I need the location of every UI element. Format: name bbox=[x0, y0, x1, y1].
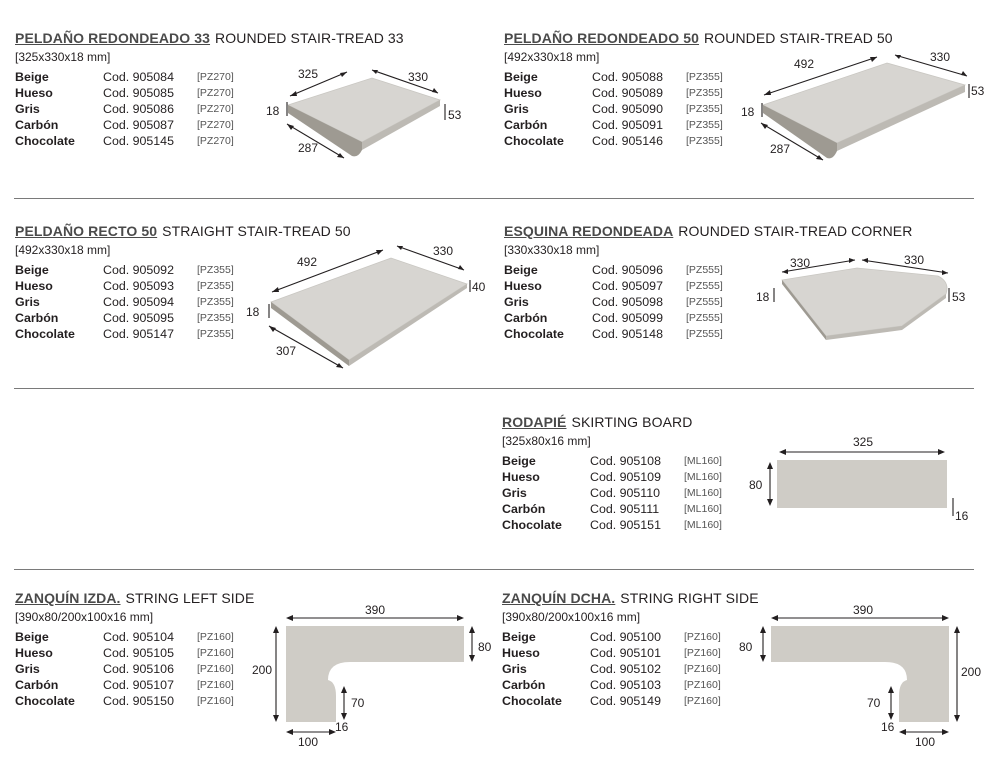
color-name: Chocolate bbox=[504, 327, 564, 341]
code-row bbox=[502, 501, 722, 517]
dimensions: [492x330x18 mm] bbox=[15, 243, 111, 257]
code: Cod. 905089 bbox=[592, 86, 663, 100]
code: Cod. 905084 bbox=[103, 70, 174, 84]
string-left-figure bbox=[250, 600, 500, 750]
code-row bbox=[504, 85, 723, 101]
code: Cod. 905104 bbox=[103, 630, 174, 644]
dim-inner: 70 bbox=[867, 696, 881, 710]
dim-thick: 16 bbox=[881, 720, 895, 734]
code-row bbox=[502, 661, 721, 677]
dim-bottom: 287 bbox=[770, 142, 791, 156]
code: Cod. 905098 bbox=[592, 295, 663, 309]
color-name: Chocolate bbox=[502, 518, 562, 532]
title-en: ROUNDED STAIR-TREAD CORNER bbox=[678, 223, 913, 239]
dim-height: 80 bbox=[749, 478, 763, 492]
rounded-corner-figure bbox=[752, 250, 982, 350]
title-en: STRING RIGHT SIDE bbox=[620, 590, 759, 606]
ref: [PZ270] bbox=[197, 103, 234, 115]
code-row bbox=[15, 69, 234, 85]
dim-left: 80 bbox=[739, 640, 753, 654]
ref: [PZ270] bbox=[197, 119, 234, 131]
code-row bbox=[504, 278, 723, 294]
color-name: Gris bbox=[502, 662, 527, 676]
title-es: ESQUINA REDONDEADA bbox=[504, 223, 674, 239]
dimensions: [390x80/200x100x16 mm] bbox=[502, 610, 641, 624]
code-row bbox=[15, 677, 234, 693]
color-name: Hueso bbox=[15, 646, 53, 660]
code: Cod. 905150 bbox=[103, 694, 174, 708]
code: Cod. 905149 bbox=[590, 694, 661, 708]
color-name: Chocolate bbox=[15, 327, 75, 341]
code: Cod. 905147 bbox=[103, 327, 174, 341]
tile-top-face bbox=[271, 258, 467, 360]
color-name: Gris bbox=[502, 486, 527, 500]
dim-top: 492 bbox=[794, 57, 815, 71]
color-name: Chocolate bbox=[504, 134, 564, 148]
dim-top-left: 330 bbox=[790, 256, 811, 270]
title-es: PELDAÑO REDONDEADO 50 bbox=[504, 30, 700, 46]
code-row bbox=[15, 294, 234, 310]
color-name: Carbón bbox=[502, 502, 546, 516]
dim-right: 53 bbox=[952, 290, 966, 304]
code-row bbox=[504, 326, 723, 342]
product-title bbox=[15, 590, 254, 606]
dim-bottom: 100 bbox=[298, 735, 319, 749]
code: Cod. 905145 bbox=[103, 134, 174, 148]
product-title bbox=[504, 223, 912, 239]
ref: [PZ160] bbox=[197, 695, 234, 707]
ref: [PZ355] bbox=[197, 312, 234, 324]
dim-right: 330 bbox=[433, 244, 454, 258]
dim-left: 18 bbox=[266, 104, 280, 118]
dim-right: 330 bbox=[408, 70, 429, 84]
ref: [PZ270] bbox=[197, 87, 234, 99]
code-table bbox=[15, 69, 234, 149]
ref: [PZ555] bbox=[686, 280, 723, 292]
dim-top: 325 bbox=[298, 67, 319, 81]
title-es: ZANQUÍN IZDA. bbox=[15, 590, 121, 606]
code-row bbox=[502, 485, 722, 501]
code-row bbox=[502, 677, 721, 693]
color-name: Gris bbox=[15, 102, 40, 116]
code: Cod. 905100 bbox=[590, 630, 661, 644]
title-es: PELDAÑO REDONDEADO 33 bbox=[15, 30, 211, 46]
dim-side: 40 bbox=[472, 280, 486, 294]
code-row bbox=[504, 294, 723, 310]
tile-top-face bbox=[782, 268, 947, 336]
code-row bbox=[15, 278, 234, 294]
product-title bbox=[15, 223, 351, 239]
color-name: Carbón bbox=[502, 678, 546, 692]
color-name: Gris bbox=[504, 295, 529, 309]
title-en: SKIRTING BOARD bbox=[571, 414, 693, 430]
code-row bbox=[15, 661, 234, 677]
ref: [PZ270] bbox=[197, 71, 234, 83]
color-name: Hueso bbox=[504, 279, 542, 293]
dim-side: 53 bbox=[448, 108, 462, 122]
color-name: Beige bbox=[15, 630, 49, 644]
dim-bottom: 100 bbox=[915, 735, 936, 749]
color-name: Hueso bbox=[15, 86, 53, 100]
code-row bbox=[15, 310, 234, 326]
code: Cod. 905106 bbox=[103, 662, 174, 676]
tile-face bbox=[777, 460, 947, 508]
color-name: Hueso bbox=[502, 470, 540, 484]
code-row bbox=[15, 101, 234, 117]
color-name: Gris bbox=[504, 102, 529, 116]
dim-left: 18 bbox=[741, 105, 755, 119]
color-name: Gris bbox=[15, 662, 40, 676]
code-row bbox=[502, 469, 722, 485]
product-title bbox=[502, 414, 722, 430]
ref: [PZ160] bbox=[684, 631, 721, 643]
product-string-right bbox=[502, 590, 759, 709]
color-name: Hueso bbox=[502, 646, 540, 660]
color-name: Hueso bbox=[15, 279, 53, 293]
product-title bbox=[504, 30, 893, 46]
ref: [ML160] bbox=[684, 455, 722, 467]
code-row bbox=[504, 310, 723, 326]
dim-bottom: 307 bbox=[276, 344, 297, 358]
code: Cod. 905151 bbox=[590, 518, 661, 532]
ref: [PZ355] bbox=[197, 328, 234, 340]
code: Cod. 905094 bbox=[103, 295, 174, 309]
dim-thick: 16 bbox=[335, 720, 349, 734]
ref: [PZ160] bbox=[684, 663, 721, 675]
divider bbox=[14, 569, 974, 570]
dim-thick: 16 bbox=[955, 509, 969, 523]
color-name: Chocolate bbox=[15, 694, 75, 708]
color-name: Hueso bbox=[504, 86, 542, 100]
ref: [PZ355] bbox=[686, 103, 723, 115]
color-name: Beige bbox=[15, 70, 49, 84]
code: Cod. 905105 bbox=[103, 646, 174, 660]
dimensions: [492x330x18 mm] bbox=[504, 50, 600, 64]
code-row bbox=[504, 117, 723, 133]
color-name: Beige bbox=[504, 70, 538, 84]
color-name: Carbón bbox=[504, 311, 548, 325]
product-string-left bbox=[15, 590, 254, 709]
code: Cod. 905096 bbox=[592, 263, 663, 277]
code-row bbox=[502, 645, 721, 661]
code: Cod. 905109 bbox=[590, 470, 661, 484]
color-name: Beige bbox=[504, 263, 538, 277]
skirting-figure bbox=[745, 432, 980, 527]
ref: [ML160] bbox=[684, 503, 722, 515]
ref: [PZ355] bbox=[197, 280, 234, 292]
title-es: PELDAÑO RECTO 50 bbox=[15, 223, 158, 239]
code-table bbox=[504, 262, 723, 342]
code-row bbox=[15, 85, 234, 101]
ref: [PZ555] bbox=[686, 296, 723, 308]
dim-inner: 70 bbox=[351, 696, 365, 710]
code: Cod. 905108 bbox=[590, 454, 661, 468]
code-row bbox=[15, 117, 234, 133]
code-row bbox=[15, 629, 234, 645]
code: Cod. 905087 bbox=[103, 118, 174, 132]
title-en: STRAIGHT STAIR-TREAD 50 bbox=[162, 223, 351, 239]
ref: [PZ355] bbox=[686, 87, 723, 99]
code: Cod. 905146 bbox=[592, 134, 663, 148]
tile-face bbox=[286, 626, 464, 722]
ref: [PZ160] bbox=[197, 631, 234, 643]
code-row bbox=[502, 629, 721, 645]
dim-left: 18 bbox=[756, 290, 770, 304]
ref: [PZ355] bbox=[686, 135, 723, 147]
code-row bbox=[15, 133, 234, 149]
code-row bbox=[504, 262, 723, 278]
code-table bbox=[15, 262, 234, 342]
ref: [PZ555] bbox=[686, 328, 723, 340]
code: Cod. 905095 bbox=[103, 311, 174, 325]
dim-left: 200 bbox=[252, 663, 273, 677]
code: Cod. 905111 bbox=[590, 502, 660, 516]
dim-bottom: 287 bbox=[298, 141, 319, 155]
dim-top: 390 bbox=[853, 603, 874, 617]
color-name: Carbón bbox=[15, 311, 59, 325]
code-row bbox=[15, 262, 234, 278]
color-name: Gris bbox=[15, 295, 40, 309]
color-name: Beige bbox=[502, 630, 536, 644]
code-row bbox=[15, 693, 234, 709]
dim-top: 390 bbox=[365, 603, 386, 617]
ref: [PZ160] bbox=[197, 663, 234, 675]
dimensions: [325x330x18 mm] bbox=[15, 50, 111, 64]
color-name: Chocolate bbox=[502, 694, 562, 708]
code: Cod. 905107 bbox=[103, 678, 174, 692]
code: Cod. 905099 bbox=[592, 311, 663, 325]
ref: [PZ355] bbox=[197, 296, 234, 308]
ref: [PZ160] bbox=[684, 647, 721, 659]
color-name: Carbón bbox=[504, 118, 548, 132]
product-title bbox=[502, 590, 759, 606]
code: Cod. 905110 bbox=[590, 486, 661, 500]
ref: [PZ355] bbox=[686, 71, 723, 83]
dim-left: 18 bbox=[246, 305, 260, 319]
ref: [PZ555] bbox=[686, 264, 723, 276]
dim-right: 200 bbox=[961, 665, 982, 679]
string-right-figure bbox=[735, 600, 985, 750]
ref: [PZ160] bbox=[197, 679, 234, 691]
code-table bbox=[15, 629, 234, 709]
code-row bbox=[502, 517, 722, 533]
tile-face bbox=[771, 626, 949, 722]
color-name: Carbón bbox=[15, 118, 59, 132]
dim-right: 330 bbox=[930, 50, 951, 64]
code-row bbox=[504, 133, 723, 149]
code-row bbox=[504, 101, 723, 117]
code: Cod. 905086 bbox=[103, 102, 174, 116]
ref: [PZ355] bbox=[197, 264, 234, 276]
color-name: Beige bbox=[502, 454, 536, 468]
code-table bbox=[504, 69, 723, 149]
code: Cod. 905090 bbox=[592, 102, 663, 116]
code: Cod. 905103 bbox=[590, 678, 661, 692]
title-es: ZANQUÍN DCHA. bbox=[502, 590, 616, 606]
code: Cod. 905148 bbox=[592, 327, 663, 341]
ref: [PZ270] bbox=[197, 135, 234, 147]
dim-right: 80 bbox=[478, 640, 492, 654]
straight-50-figure bbox=[245, 240, 495, 375]
code-table bbox=[502, 629, 721, 709]
product-title bbox=[15, 30, 404, 46]
color-name: Carbón bbox=[15, 678, 59, 692]
code: Cod. 905093 bbox=[103, 279, 174, 293]
code: Cod. 905097 bbox=[592, 279, 663, 293]
ref: [PZ160] bbox=[684, 679, 721, 691]
code-row bbox=[502, 693, 721, 709]
ref: [PZ355] bbox=[686, 119, 723, 131]
title-en: STRING LEFT SIDE bbox=[125, 590, 255, 606]
dimensions: [330x330x18 mm] bbox=[504, 243, 600, 257]
code: Cod. 905088 bbox=[592, 70, 663, 84]
dim-top: 492 bbox=[297, 255, 318, 269]
title-es: RODAPIÉ bbox=[502, 414, 567, 430]
ref: [ML160] bbox=[684, 487, 722, 499]
ref: [PZ555] bbox=[686, 312, 723, 324]
code-row bbox=[504, 69, 723, 85]
ref: [PZ160] bbox=[684, 695, 721, 707]
dim-width: 325 bbox=[853, 435, 874, 449]
code: Cod. 905091 bbox=[592, 118, 663, 132]
code: Cod. 905092 bbox=[103, 263, 174, 277]
ref: [PZ160] bbox=[197, 647, 234, 659]
divider bbox=[14, 388, 974, 389]
dimensions: [390x80/200x100x16 mm] bbox=[15, 610, 154, 624]
rounded-50-figure bbox=[737, 48, 989, 170]
ref: [ML160] bbox=[684, 471, 722, 483]
divider bbox=[14, 198, 974, 199]
title-en: ROUNDED STAIR-TREAD 33 bbox=[215, 30, 404, 46]
color-name: Chocolate bbox=[15, 134, 75, 148]
dim-side: 53 bbox=[971, 84, 985, 98]
product-skirting bbox=[502, 414, 722, 533]
code: Cod. 905085 bbox=[103, 86, 174, 100]
code-row bbox=[502, 453, 722, 469]
code-table bbox=[502, 453, 722, 533]
code-row bbox=[15, 645, 234, 661]
rounded-33-figure bbox=[262, 60, 472, 170]
dimensions: [325x80x16 mm] bbox=[502, 434, 591, 448]
color-name: Beige bbox=[15, 263, 49, 277]
code: Cod. 905102 bbox=[590, 662, 661, 676]
title-en: ROUNDED STAIR-TREAD 50 bbox=[704, 30, 893, 46]
dim-top-right: 330 bbox=[904, 253, 925, 267]
code: Cod. 905101 bbox=[590, 646, 661, 660]
code-row bbox=[15, 326, 234, 342]
ref: [ML160] bbox=[684, 519, 722, 531]
